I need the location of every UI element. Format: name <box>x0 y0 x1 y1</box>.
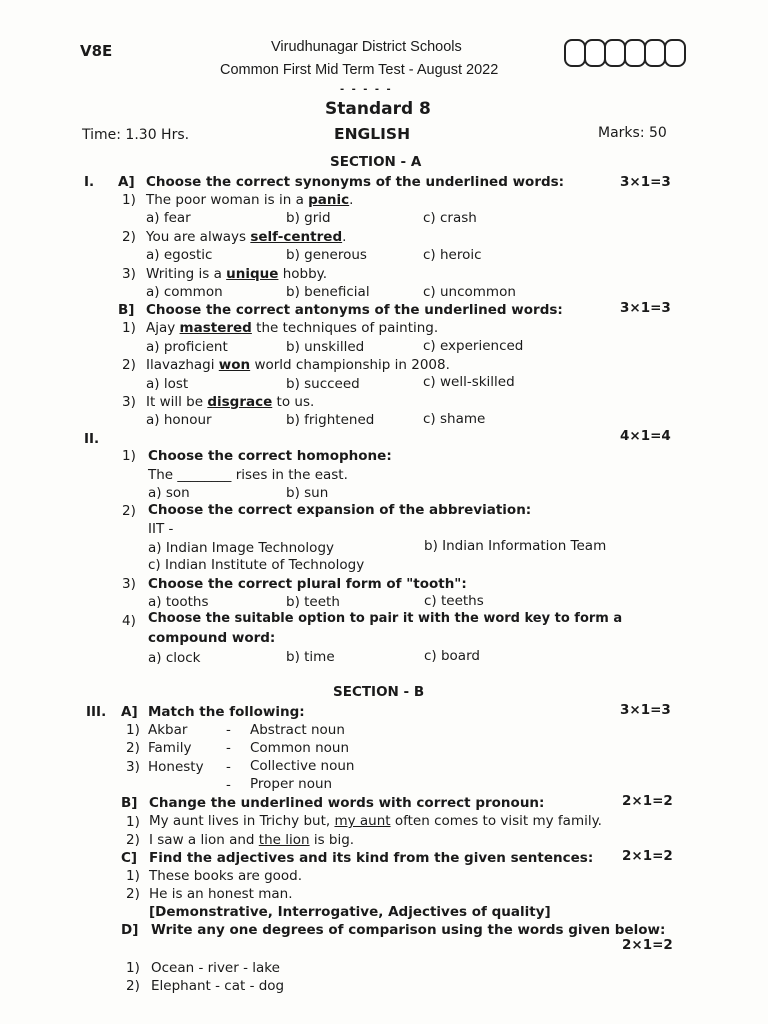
option: c) crash <box>423 210 477 226</box>
q3b-instruction: Change the underlined words with correct pronoun: <box>149 795 545 811</box>
option: a) clock <box>148 650 201 666</box>
list-item: 1) <box>126 722 140 738</box>
q1-number: I. <box>84 174 95 190</box>
list-item: 3) <box>122 576 136 592</box>
q2-marks: 4×1=4 <box>620 428 671 444</box>
register-box <box>624 39 646 67</box>
q1a-label: A] <box>118 174 135 190</box>
paper-code: V8E <box>80 42 113 60</box>
list-item: 3) <box>122 394 136 410</box>
list-item: 4) <box>122 613 136 629</box>
dash: - <box>226 722 231 738</box>
question-sentence: I saw a lion and the lion is big. <box>149 832 355 848</box>
list-item: 1) <box>126 868 140 884</box>
question-sentence: Elephant - cat - dog <box>151 978 285 994</box>
option: c) Indian Institute of Technology <box>148 557 365 573</box>
q3d-marks: 2×1=2 <box>622 937 673 953</box>
q3b-label: B] <box>121 795 138 811</box>
district-name: Virudhunagar District Schools <box>271 39 462 55</box>
option: c) shame <box>423 411 486 427</box>
question-sentence: IIT - <box>148 521 174 537</box>
q1b-instruction: Choose the correct antonyms of the underlined words: <box>146 302 563 318</box>
option: a) tooths <box>148 594 209 610</box>
question-sentence: You are always self-centred. <box>146 229 347 245</box>
list-item: 2) <box>126 978 140 994</box>
register-box <box>604 39 626 67</box>
q3c-label: C] <box>121 850 138 866</box>
q2-2-instruction: Choose the correct expansion of the abbreviation: <box>148 502 532 518</box>
register-box <box>564 39 586 67</box>
dash: - <box>226 777 231 793</box>
q3d-instruction: Write any one degrees of comparison using the words given below: <box>151 922 666 938</box>
register-box <box>644 39 666 67</box>
list-item: 2) <box>122 503 136 519</box>
question-sentence: The ________ rises in the east. <box>148 467 348 483</box>
option: c) teeths <box>424 593 484 609</box>
option: c) uncommon <box>423 284 516 300</box>
option: b) grid <box>286 210 331 226</box>
question-sentence: It will be disgrace to us. <box>146 394 315 410</box>
q3c-instruction: Find the adjectives and its kind from the given sentences: <box>149 850 594 866</box>
option: a) proficient <box>146 339 228 355</box>
question-sentence: The poor woman is in a panic. <box>146 192 354 208</box>
list-item: 2) <box>122 229 136 245</box>
list-item: 2) <box>122 357 136 373</box>
q3a-marks: 3×1=3 <box>620 702 671 718</box>
q2-1-instruction: Choose the correct homophone: <box>148 448 392 464</box>
test-name: Common First Mid Term Test - August 2022 <box>220 62 499 78</box>
option: b) succeed <box>286 376 360 392</box>
q3a-instruction: Match the following: <box>148 704 305 720</box>
header-dashes: - - - - - <box>340 84 393 95</box>
option: a) lost <box>146 376 189 392</box>
list-item: 1) <box>122 192 136 208</box>
q1b-marks: 3×1=3 <box>620 300 671 316</box>
option: b) generous <box>286 247 367 263</box>
q1a-instruction: Choose the correct synonyms of the underlined words: <box>146 174 565 190</box>
q3-number: III. <box>86 704 107 720</box>
marks-label: Marks: 50 <box>598 125 667 141</box>
match-right-item: Proper noun <box>250 776 333 792</box>
option: a) common <box>146 284 223 300</box>
option: b) beneficial <box>286 284 370 300</box>
list-item: 3) <box>126 759 140 775</box>
q3d-label: D] <box>121 922 139 938</box>
dash: - <box>226 759 231 775</box>
list-item: 1) <box>122 320 136 336</box>
match-right-item: Common noun <box>250 740 350 756</box>
match-right-item: Collective noun <box>250 758 355 774</box>
option: c) heroic <box>423 247 482 263</box>
match-left-item: Honesty <box>148 759 204 775</box>
question-sentence: These books are good. <box>149 868 303 884</box>
list-item: 2) <box>126 832 140 848</box>
option: c) board <box>424 648 480 664</box>
option: b) Indian Information Team <box>424 538 607 554</box>
option: b) time <box>286 649 335 665</box>
option: a) egostic <box>146 247 213 263</box>
time-label: Time: 1.30 Hrs. <box>82 127 190 143</box>
option: c) well-skilled <box>423 374 515 390</box>
list-item: 1) <box>126 960 140 976</box>
option: c) experienced <box>423 338 524 354</box>
question-sentence: Ocean - river - lake <box>151 960 280 976</box>
q2-4-instruction-cont: compound word: <box>148 630 276 646</box>
question-sentence: My aunt lives in Trichy but, my aunt often comes to visit my family. <box>149 813 602 829</box>
q3a-label: A] <box>121 704 138 720</box>
register-box <box>664 39 686 67</box>
list-item: 2) <box>126 886 140 902</box>
register-number-boxes <box>564 39 684 67</box>
match-left-item: Family <box>148 740 192 756</box>
q2-4-instruction: Choose the suitable option to pair it with the word key to form a <box>148 611 623 626</box>
subject-title: ENGLISH <box>334 125 411 143</box>
option: a) fear <box>146 210 191 226</box>
question-sentence: Ajay mastered the techniques of painting. <box>146 320 439 336</box>
q2-3-instruction: Choose the correct plural form of "tooth": <box>148 576 467 592</box>
q2-number: II. <box>84 431 100 447</box>
dash: - <box>226 740 231 756</box>
register-box <box>584 39 606 67</box>
q3c-marks: 2×1=2 <box>622 848 673 864</box>
section-a-title: SECTION - A <box>330 154 422 170</box>
option: a) son <box>148 485 190 501</box>
match-left-item: Akbar <box>148 722 188 738</box>
option: b) sun <box>286 485 329 501</box>
option: a) Indian Image Technology <box>148 540 335 556</box>
list-item: 1) <box>122 448 136 464</box>
q3b-marks: 2×1=2 <box>622 793 673 809</box>
q1b-label: B] <box>118 302 135 318</box>
option: b) teeth <box>286 594 340 610</box>
question-sentence: Writing is a unique hobby. <box>146 266 328 282</box>
option: b) unskilled <box>286 339 365 355</box>
match-right-item: Abstract noun <box>250 722 345 738</box>
option: b) frightened <box>286 412 375 428</box>
option: a) honour <box>146 412 212 428</box>
standard-title: Standard 8 <box>325 99 431 119</box>
question-sentence: He is an honest man. <box>149 886 293 902</box>
list-item: 3) <box>122 266 136 282</box>
list-item: 2) <box>126 740 140 756</box>
list-item: 1) <box>126 814 140 830</box>
adjective-kinds-hint: [Demonstrative, Interrogative, Adjectives of quality] <box>149 904 551 920</box>
section-b-title: SECTION - B <box>333 684 425 700</box>
question-sentence: Ilavazhagi won world championship in 2008. <box>146 357 450 373</box>
q1a-marks: 3×1=3 <box>620 174 671 190</box>
